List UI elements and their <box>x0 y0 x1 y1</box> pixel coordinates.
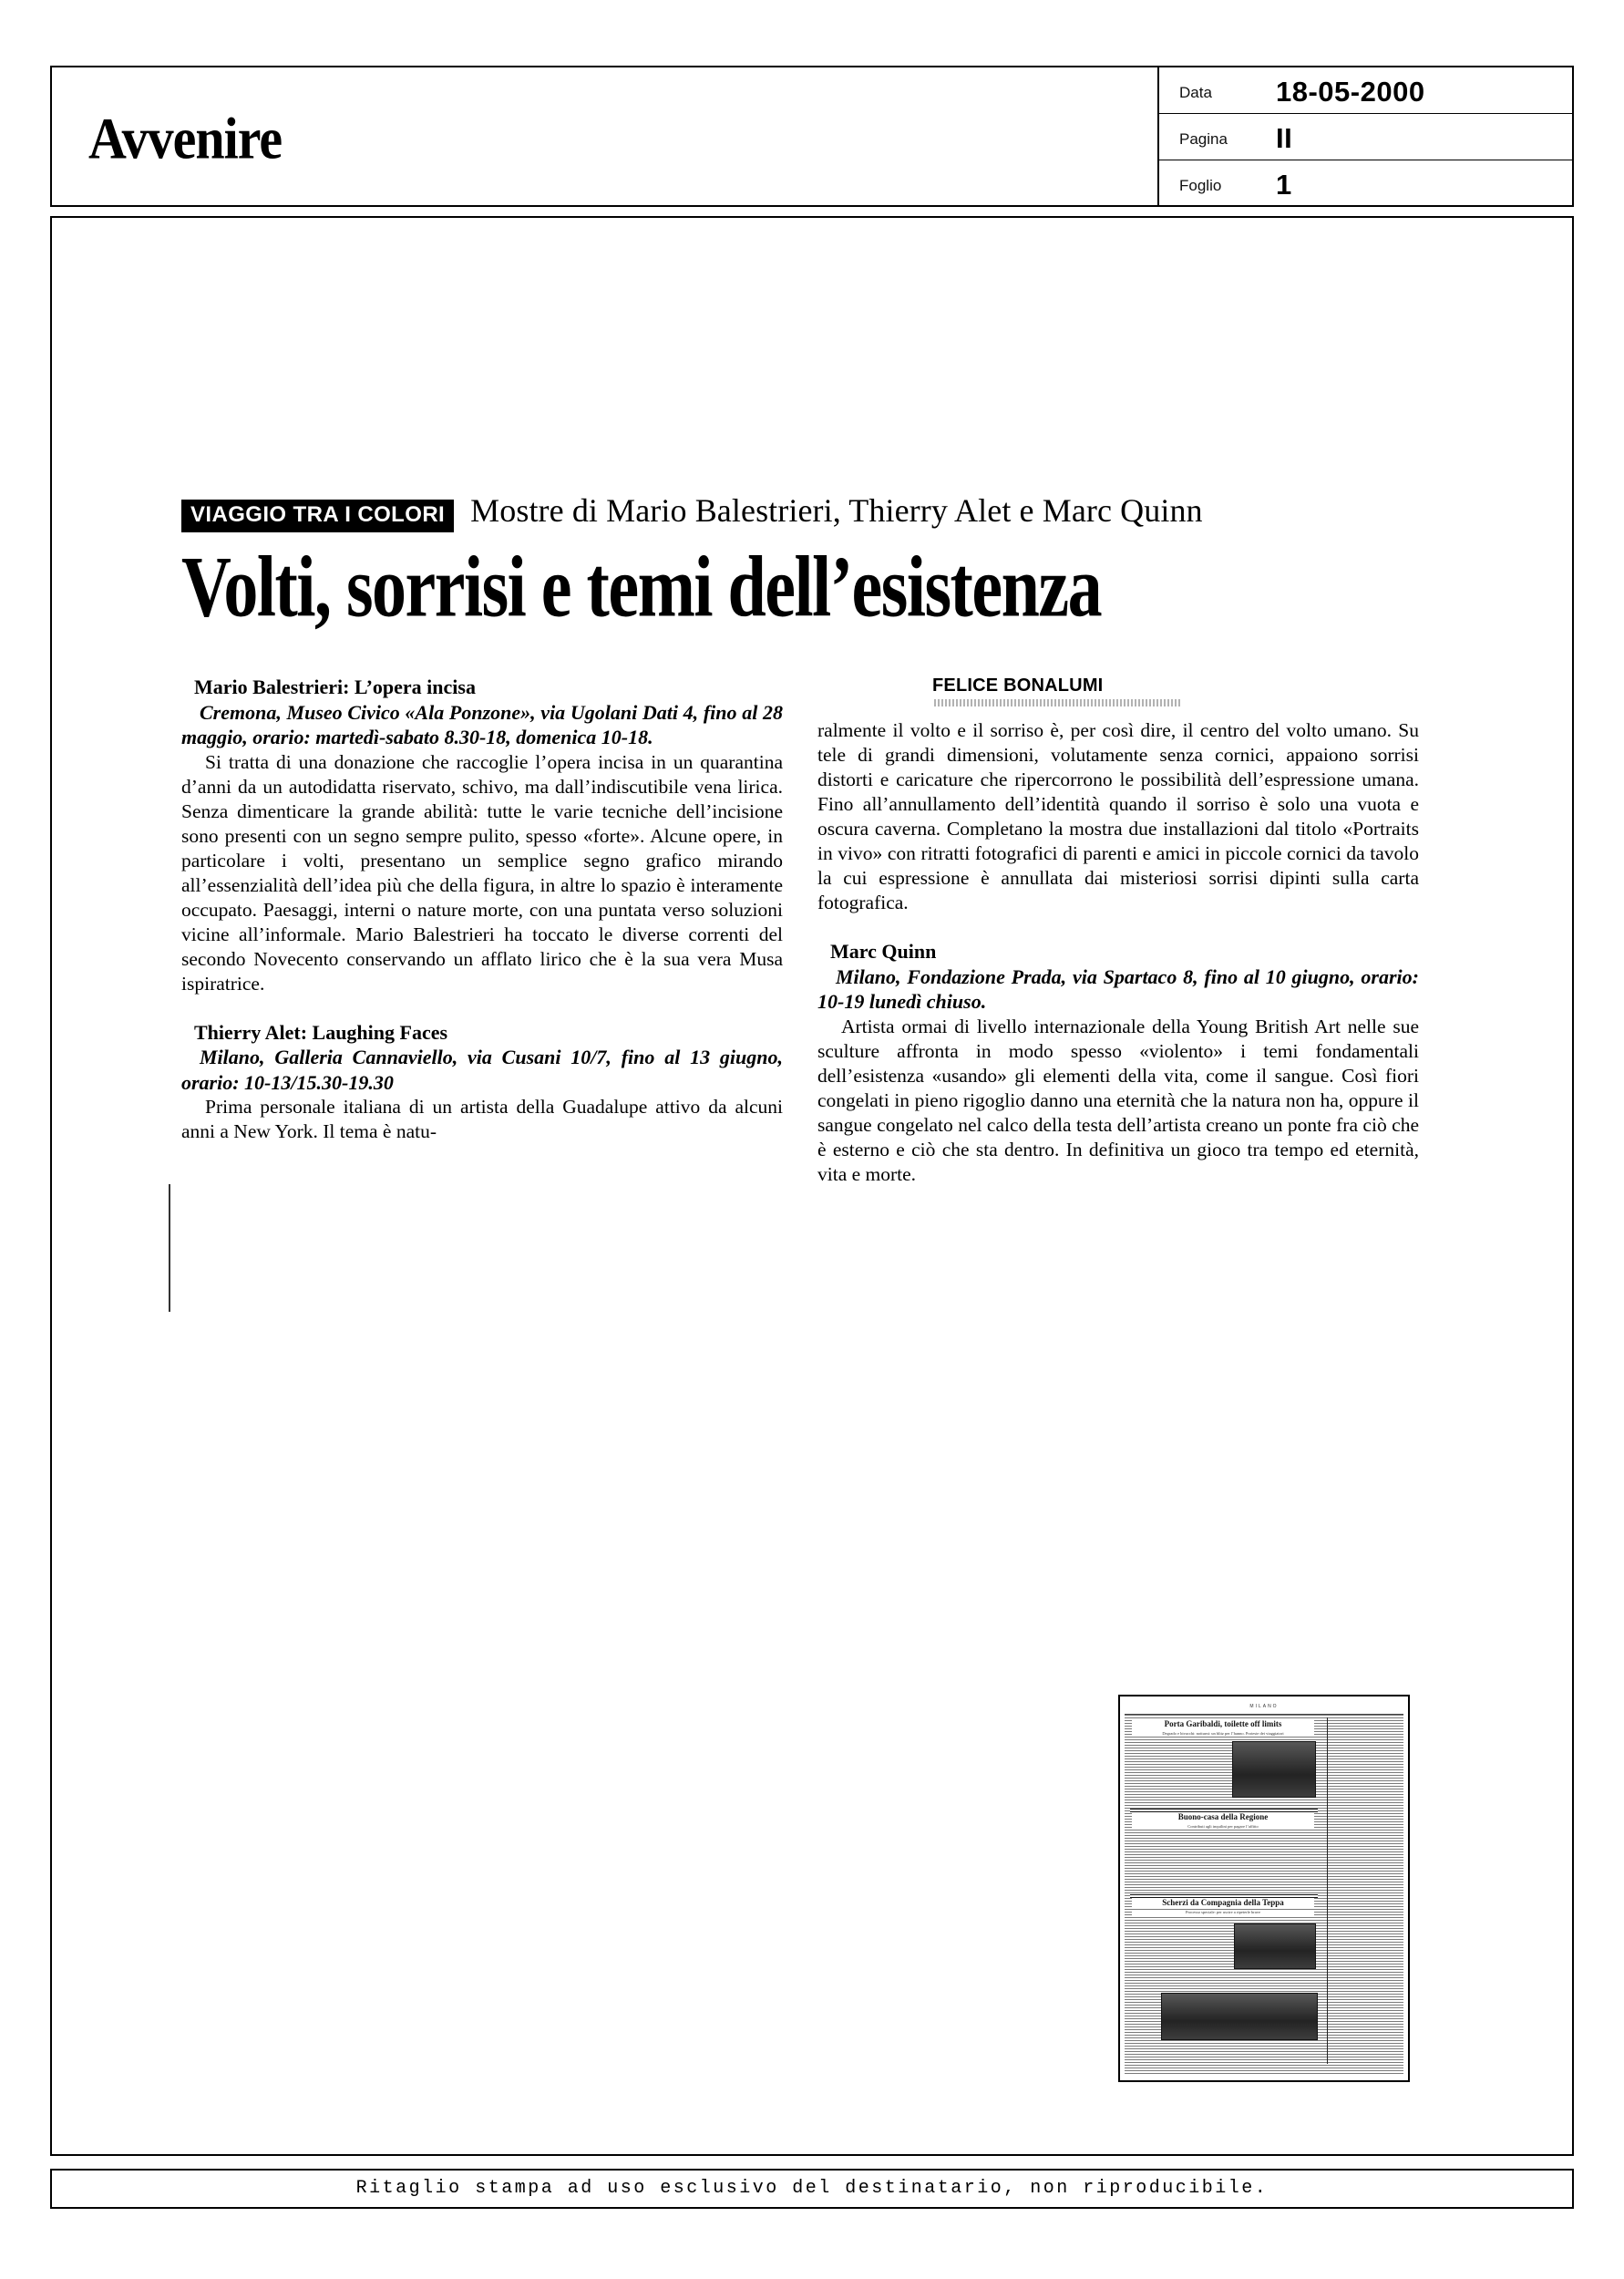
meta-row-pagina <box>1159 114 1572 160</box>
meta-label-data: Data <box>1179 84 1212 101</box>
thumbnail-photo-1 <box>1232 1741 1316 1798</box>
byline-shadow <box>934 699 1180 706</box>
thumbnail-sub-3: Processo speciale: per uscire a ripeterle brave <box>1132 1910 1314 1915</box>
article-column-left <box>181 675 783 1186</box>
masthead-meta-table <box>1157 67 1572 205</box>
thumbnail-headline-2: Buono-casa della Regione <box>1132 1812 1314 1822</box>
masthead <box>50 66 1574 207</box>
section-venue-quinn: Milano, Fondazione Prada, via Spartaco 8, fino al 10 giugno, orario: 10-19 lunedì chiuso. <box>817 964 1419 1014</box>
article-columns <box>181 675 1439 1186</box>
section-heading-balestrieri: Mario Balestrieri: L’opera incisa <box>194 675 476 699</box>
byline: FELICE BONALUMI <box>927 675 1108 697</box>
press-clipping-page <box>50 66 1574 2199</box>
thumbnail-column-rule <box>1327 1717 1328 2064</box>
section-venue-balestrieri: Cremona, Museo Civico «Ala Ponzone», via Ugolani Dati 4, fino al 28 maggio, orario: martedì-sabato 8.30-18, domenica 10-18. <box>181 700 783 749</box>
column-spacer <box>181 996 783 1020</box>
meta-row-foglio <box>1159 160 1572 207</box>
section-body-alet-continued: ralmente il volto e il sorriso è, per così dire, il centro del volto umano. Su tele di grandi dimensioni, volutamente senza cornici, appaiono sorrisi distorti e caricature che ripercorrono le possibilità dell’espressione umana. Fino all’annullamento dell’identità quando il sorriso è solo una vuota e oscura caverna. Completano la mostra due installazioni dal titolo «Portraits in vivo» con ritratti fotografici di parenti e amici in piccole cornici da tavolo la cui espressione è annullata dai misteriosi sorrisi dipinti sulla carta fotografica. <box>817 719 1419 914</box>
thumbnail-photo-3 <box>1161 1993 1318 2040</box>
meta-value-data: 18-05-2000 <box>1276 76 1425 108</box>
article-frame <box>50 216 1574 2156</box>
section-heading-quinn: Marc Quinn <box>830 940 937 964</box>
newspaper-page-thumbnail <box>1118 1695 1410 2082</box>
meta-label-pagina: Pagina <box>1179 130 1228 148</box>
column-divider-mark <box>169 1184 170 1312</box>
kicker-text: Mostre di Mario Balestrieri, Thierry Alet e Marc Quinn <box>470 492 1203 529</box>
footer-text: Ritaglio stampa ad uso esclusivo del destinatario, non riproducibile. <box>355 2178 1269 2199</box>
article-column-right <box>817 675 1419 1186</box>
publication-logo: Avvenire <box>88 105 283 171</box>
thumbnail-sub-2: Contributi agli inquilini per pagare l’affitto <box>1132 1824 1314 1830</box>
thumbnail-header: MILANO <box>1125 1701 1403 1715</box>
article-content <box>181 491 1439 1187</box>
byline-block <box>817 675 1419 717</box>
thumbnail-headline-3: Scherzi da Compagnia della Teppa <box>1132 1898 1314 1908</box>
kicker-tag: VIAGGIO TRA I COLORI <box>181 500 454 532</box>
section-heading-alet: Thierry Alet: Laughing Faces <box>194 1020 448 1044</box>
section-venue-alet: Milano, Galleria Cannaviello, via Cusani 10/7, fino al 13 giugno, orario: 10-13/15.30-19.30 <box>181 1046 783 1094</box>
meta-value-foglio: 1 <box>1276 169 1292 201</box>
meta-row-data <box>1159 67 1572 114</box>
thumbnail-headline-1: Porta Garibaldi, toilette off limits <box>1132 1719 1314 1729</box>
thumbnail-sub-1: Degrado e bivacchi: notturni: un blitz per l’hanno. Proteste dei viaggiatori <box>1132 1731 1314 1737</box>
kicker <box>181 491 1439 532</box>
section-body-alet: Prima personale italiana di un artista della Guadalupe attivo da alcuni anni a New York. Il tema è natu- <box>181 1096 783 1143</box>
column-spacer-2 <box>817 915 1419 939</box>
thumbnail-texture <box>1125 1701 1403 2076</box>
page-title: Volti, sorrisi e temi dell’esistenza <box>181 539 1102 635</box>
thumbnail-photo-2 <box>1234 1923 1316 1969</box>
section-body-balestrieri: Si tratta di una donazione che raccoglie l’opera incisa in un quarantina d’anni da un autodidatta riservato, schivo, ma dall’indiscutibile vena lirica. Senza dimenticare la grande abilità: tutte le varie tecniche dell’incisione sono presenti con un segno sempre pulito, spesso «forte». Alcune opere, in particolare i volti, presentano un semplice segno grafico mirando all’essenzialità dell’idea più che della figura, in altre lo spazio è interamente occupato. Paesaggi, interni o nature morte, con una puntata verso soluzioni vicine all’informale. Mario Balestrieri ha toccato le diverse correnti del secondo Novecento conservando un afflato lirico che è la sua vera Musa ispiratrice. <box>181 750 783 995</box>
meta-value-pagina: II <box>1276 122 1293 154</box>
footer-disclaimer <box>50 2169 1574 2209</box>
section-body-quinn: Artista ormai di livello internazionale della Young British Art nelle sue sculture affronta in modo spesso «violento» i temi fondamentali dell’esistenza «usando» gli elementi della vita, come il sangue. Così fiori congelati in pieno rigoglio danno una eternità che la natura non ha, oppure il sangue congelato nel calco della testa dell’artista creano un ponte fra ciò che è esterno e ciò che sta dentro. In definitiva un gioco tra tempo ed eternità, vita e morte. <box>817 1015 1419 1185</box>
meta-label-foglio: Foglio <box>1179 177 1222 194</box>
